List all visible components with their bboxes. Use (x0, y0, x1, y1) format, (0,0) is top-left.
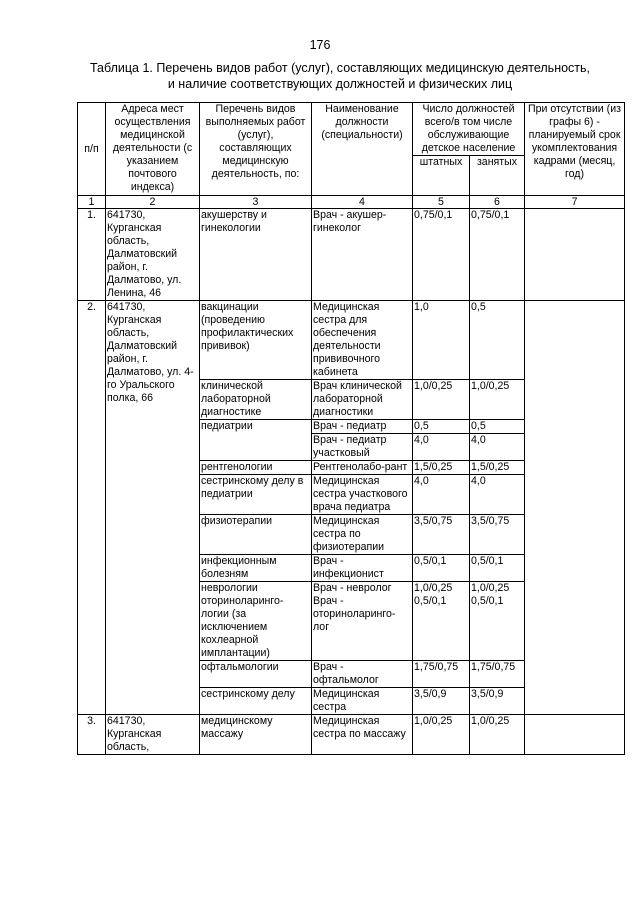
position-cell: Врач - педиатр участковый (312, 434, 413, 461)
work-cell: неврологии (200, 582, 312, 596)
staff-cell: 1,0/0,25 (413, 715, 470, 755)
staff-cell: 0,5/0,1 (413, 555, 470, 582)
row-index: 2. (78, 301, 106, 715)
staff-cell: 1,75/0,75 (413, 661, 470, 688)
staff-cell: 4,0 (413, 434, 470, 461)
work-cell: рентгенологии (200, 461, 312, 475)
table-row (78, 301, 625, 380)
position-cell: Медицинская сестра участкового врача педиатра (312, 475, 413, 515)
occupied-cell: 4,0 (470, 475, 525, 515)
row-index: 3. (78, 715, 106, 755)
position-cell: Врач - офтальмолог (312, 661, 413, 688)
occupied-cell: 1,0/0,25 (470, 582, 525, 596)
position-cell: Врач - оториноларинго-лог (312, 595, 413, 661)
position-cell: Врач - невролог (312, 582, 413, 596)
header-positions-count: Число должностей всего/в том числе обслуживающие детское население (413, 103, 525, 156)
work-cell: вакцинации (проведению профилактических прививок) (200, 301, 312, 380)
occupied-cell: 3,5/0,9 (470, 688, 525, 715)
position-cell: Врач - педиатр (312, 420, 413, 434)
position-cell: Медицинская сестра по физиотерапии (312, 515, 413, 555)
occupied-cell: 1,0/0,25 (470, 380, 525, 420)
column-number: 5 (413, 196, 470, 209)
work-cell: физиотерапии (200, 515, 312, 555)
occupied-cell: 0,5/0,1 (470, 595, 525, 661)
position-cell: Врач - акушер-гинеколог (312, 209, 413, 301)
header-occupied: занятых (470, 156, 525, 196)
column-number: 1 (78, 196, 106, 209)
occupied-cell: 1,75/0,75 (470, 661, 525, 688)
position-cell: Врач - инфекционист (312, 555, 413, 582)
work-cell: оториноларинго-логии (за исключением кохлеарной имплантации) (200, 595, 312, 661)
row-index: 1. (78, 209, 106, 301)
column-number: 3 (200, 196, 312, 209)
staff-cell: 0,5 (413, 420, 470, 434)
staff-cell: 3,5/0,9 (413, 688, 470, 715)
staff-cell: 1,5/0,25 (413, 461, 470, 475)
caption-line-2: и наличие соответствующих должностей и физических лиц (167, 77, 513, 91)
staff-cell: 4,0 (413, 475, 470, 515)
staff-cell: 0,75/0,1 (413, 209, 470, 301)
header-staff: штатных (413, 156, 470, 196)
table-caption (60, 60, 620, 92)
caption-line-1: Таблица 1. Перечень видов работ (услуг), составляющих медицинскую деятельность, (89, 61, 591, 75)
column-number: 4 (312, 196, 413, 209)
occupied-cell: 0,5/0,1 (470, 555, 525, 582)
address-cell: 641730, Курганская область, Далматовский район, г. Далматово, ул. Ленина, 46 (106, 209, 200, 301)
work-cell: медицинскому массажу (200, 715, 312, 755)
position-cell: Врач клинической лабораторной диагностики (312, 380, 413, 420)
column-numbers-row (78, 196, 625, 209)
work-cell: сестринскому делу (200, 688, 312, 715)
staff-cell: 1,0 (413, 301, 470, 380)
occupied-cell: 4,0 (470, 434, 525, 461)
header-address: Адреса мест осуществления медицинской деятельности (с указанием почтового индекса) (106, 103, 200, 196)
occupied-cell: 3,5/0,75 (470, 515, 525, 555)
header-row (78, 103, 625, 156)
column-number: 6 (470, 196, 525, 209)
header-index: п/п (78, 103, 106, 196)
occupied-cell: 1,5/0,25 (470, 461, 525, 475)
position-cell: Медицинская сестра для обеспечения деятельности прививочного кабинета (312, 301, 413, 380)
planned-cell (525, 301, 625, 715)
position-cell: Медицинская сестра (312, 688, 413, 715)
occupied-cell: 0,5 (470, 301, 525, 380)
page-number: 176 (309, 38, 331, 52)
column-number: 2 (106, 196, 200, 209)
works-table (77, 102, 625, 755)
work-cell: сестринскому делу в педиатрии (200, 475, 312, 515)
column-number: 7 (525, 196, 625, 209)
occupied-cell: 1,0/0,25 (470, 715, 525, 755)
table-row (78, 715, 625, 755)
work-cell: офтальмологии (200, 661, 312, 688)
planned-cell (525, 715, 625, 755)
address-cell: 641730, Курганская область, (106, 715, 200, 755)
work-cell: инфекционным болезням (200, 555, 312, 582)
header-position: Наименование должности (специальности) (312, 103, 413, 196)
staff-cell: 0,5/0,1 (413, 595, 470, 661)
work-cell: педиатрии (200, 420, 312, 461)
table-row (78, 209, 625, 301)
occupied-cell: 0,5 (470, 420, 525, 434)
planned-cell (525, 209, 625, 301)
staff-cell: 3,5/0,75 (413, 515, 470, 555)
address-cell: 641730, Курганская область, Далматовский район, г. Далматово, ул. 4-го Уральского полка, 66 (106, 301, 200, 715)
staff-cell: 1,0/0,25 (413, 380, 470, 420)
position-cell: Медицинская сестра по массажу (312, 715, 413, 755)
work-cell: клинической лабораторной диагностике (200, 380, 312, 420)
header-work-types: Перечень видов выполняемых работ (услуг), составляющих медицинскую деятельность, по: (200, 103, 312, 196)
occupied-cell: 0,75/0,1 (470, 209, 525, 301)
staff-cell: 1,0/0,25 (413, 582, 470, 596)
work-cell: акушерству и гинекологии (200, 209, 312, 301)
header-planned-date: При отсутствии (из графы 6) - планируемый срок укомплектования кадрами (месяц, год) (525, 103, 625, 196)
position-cell: Рентгенолабо-рант (312, 461, 413, 475)
